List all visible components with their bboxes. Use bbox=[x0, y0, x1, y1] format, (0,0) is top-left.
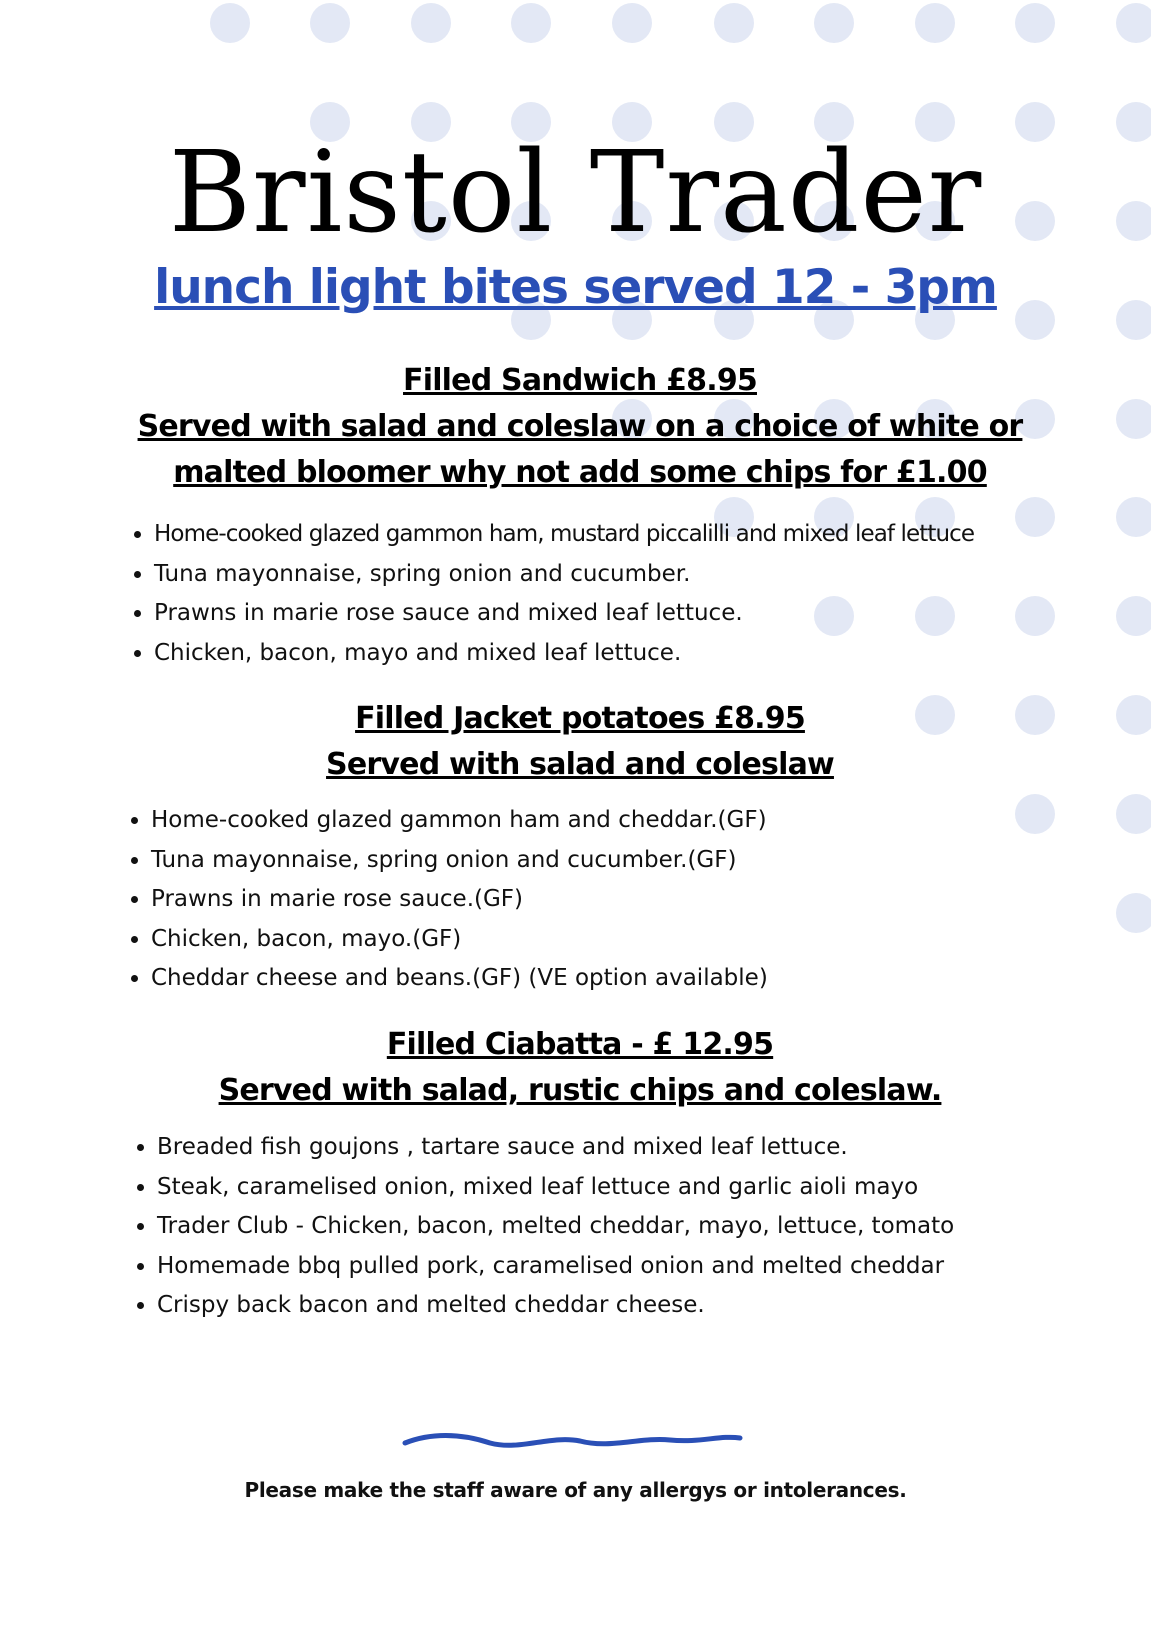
list-item: • Trader Club - Chicken, bacon, melted cheddar, mayo, lettuce, tomato bbox=[157, 1207, 954, 1247]
list-item: • Breaded fish goujons , tartare sauce and mixed leaf lettuce. bbox=[157, 1128, 954, 1168]
list-item: • Crispy back bacon and melted cheddar cheese. bbox=[157, 1286, 954, 1326]
ciabatta-heading-line: Served with salad, rustic chips and coleslaw. bbox=[218, 1073, 942, 1108]
sandwich-heading-line: Served with salad and coleslaw on a choice of white or bbox=[137, 409, 1023, 444]
list-item: • Chicken, bacon, mayo.(GF) bbox=[151, 920, 768, 960]
ciabatta-items-list bbox=[123, 1128, 954, 1326]
list-item: • Prawns in marie rose sauce and mixed leaf lettuce. bbox=[154, 594, 974, 634]
list-item: • Homemade bbq pulled pork, caramelised onion and melted cheddar bbox=[157, 1247, 954, 1287]
ciabatta-heading-line: Filled Ciabatta - £ 12.95 bbox=[386, 1027, 774, 1062]
allergy-notice: Please make the staff aware of any allergys or intolerances. bbox=[244, 1478, 907, 1502]
list-item: • Home-cooked glazed gammon ham, mustard piccalilli and mixed leaf lettuce bbox=[154, 515, 974, 555]
jacket-heading-line: Served with salad and coleslaw bbox=[326, 747, 834, 782]
sandwich-heading-line: malted bloomer why not add some chips for £1.00 bbox=[173, 455, 987, 490]
list-item: • Chicken, bacon, mayo and mixed leaf lettuce. bbox=[154, 634, 974, 674]
jacket-potato-section-heading bbox=[100, 696, 1060, 788]
ciabatta-section-heading bbox=[100, 1022, 1060, 1114]
sandwich-section-heading bbox=[100, 358, 1060, 496]
serving-hours-subtitle: lunch light bites served 12 - 3pm bbox=[154, 260, 997, 315]
jacket-potato-items-list bbox=[117, 801, 768, 999]
sandwich-heading-line: Filled Sandwich £8.95 bbox=[403, 363, 757, 398]
wavy-divider-icon bbox=[400, 1425, 745, 1455]
list-item: • Steak, caramelised onion, mixed leaf lettuce and garlic aioli mayo bbox=[157, 1168, 954, 1208]
list-item: • Cheddar cheese and beans.(GF) (VE option available) bbox=[151, 959, 768, 999]
list-item: • Tuna mayonnaise, spring onion and cucumber.(GF) bbox=[151, 841, 768, 881]
sandwich-items-list bbox=[120, 515, 974, 673]
list-item: • Prawns in marie rose sauce.(GF) bbox=[151, 880, 768, 920]
list-item: • Home-cooked glazed gammon ham and cheddar.(GF) bbox=[151, 801, 768, 841]
jacket-heading-line: Filled Jacket potatoes £8.95 bbox=[355, 701, 805, 736]
list-item: • Tuna mayonnaise, spring onion and cucumber. bbox=[154, 555, 974, 595]
restaurant-title: Bristol Trader bbox=[168, 128, 983, 258]
